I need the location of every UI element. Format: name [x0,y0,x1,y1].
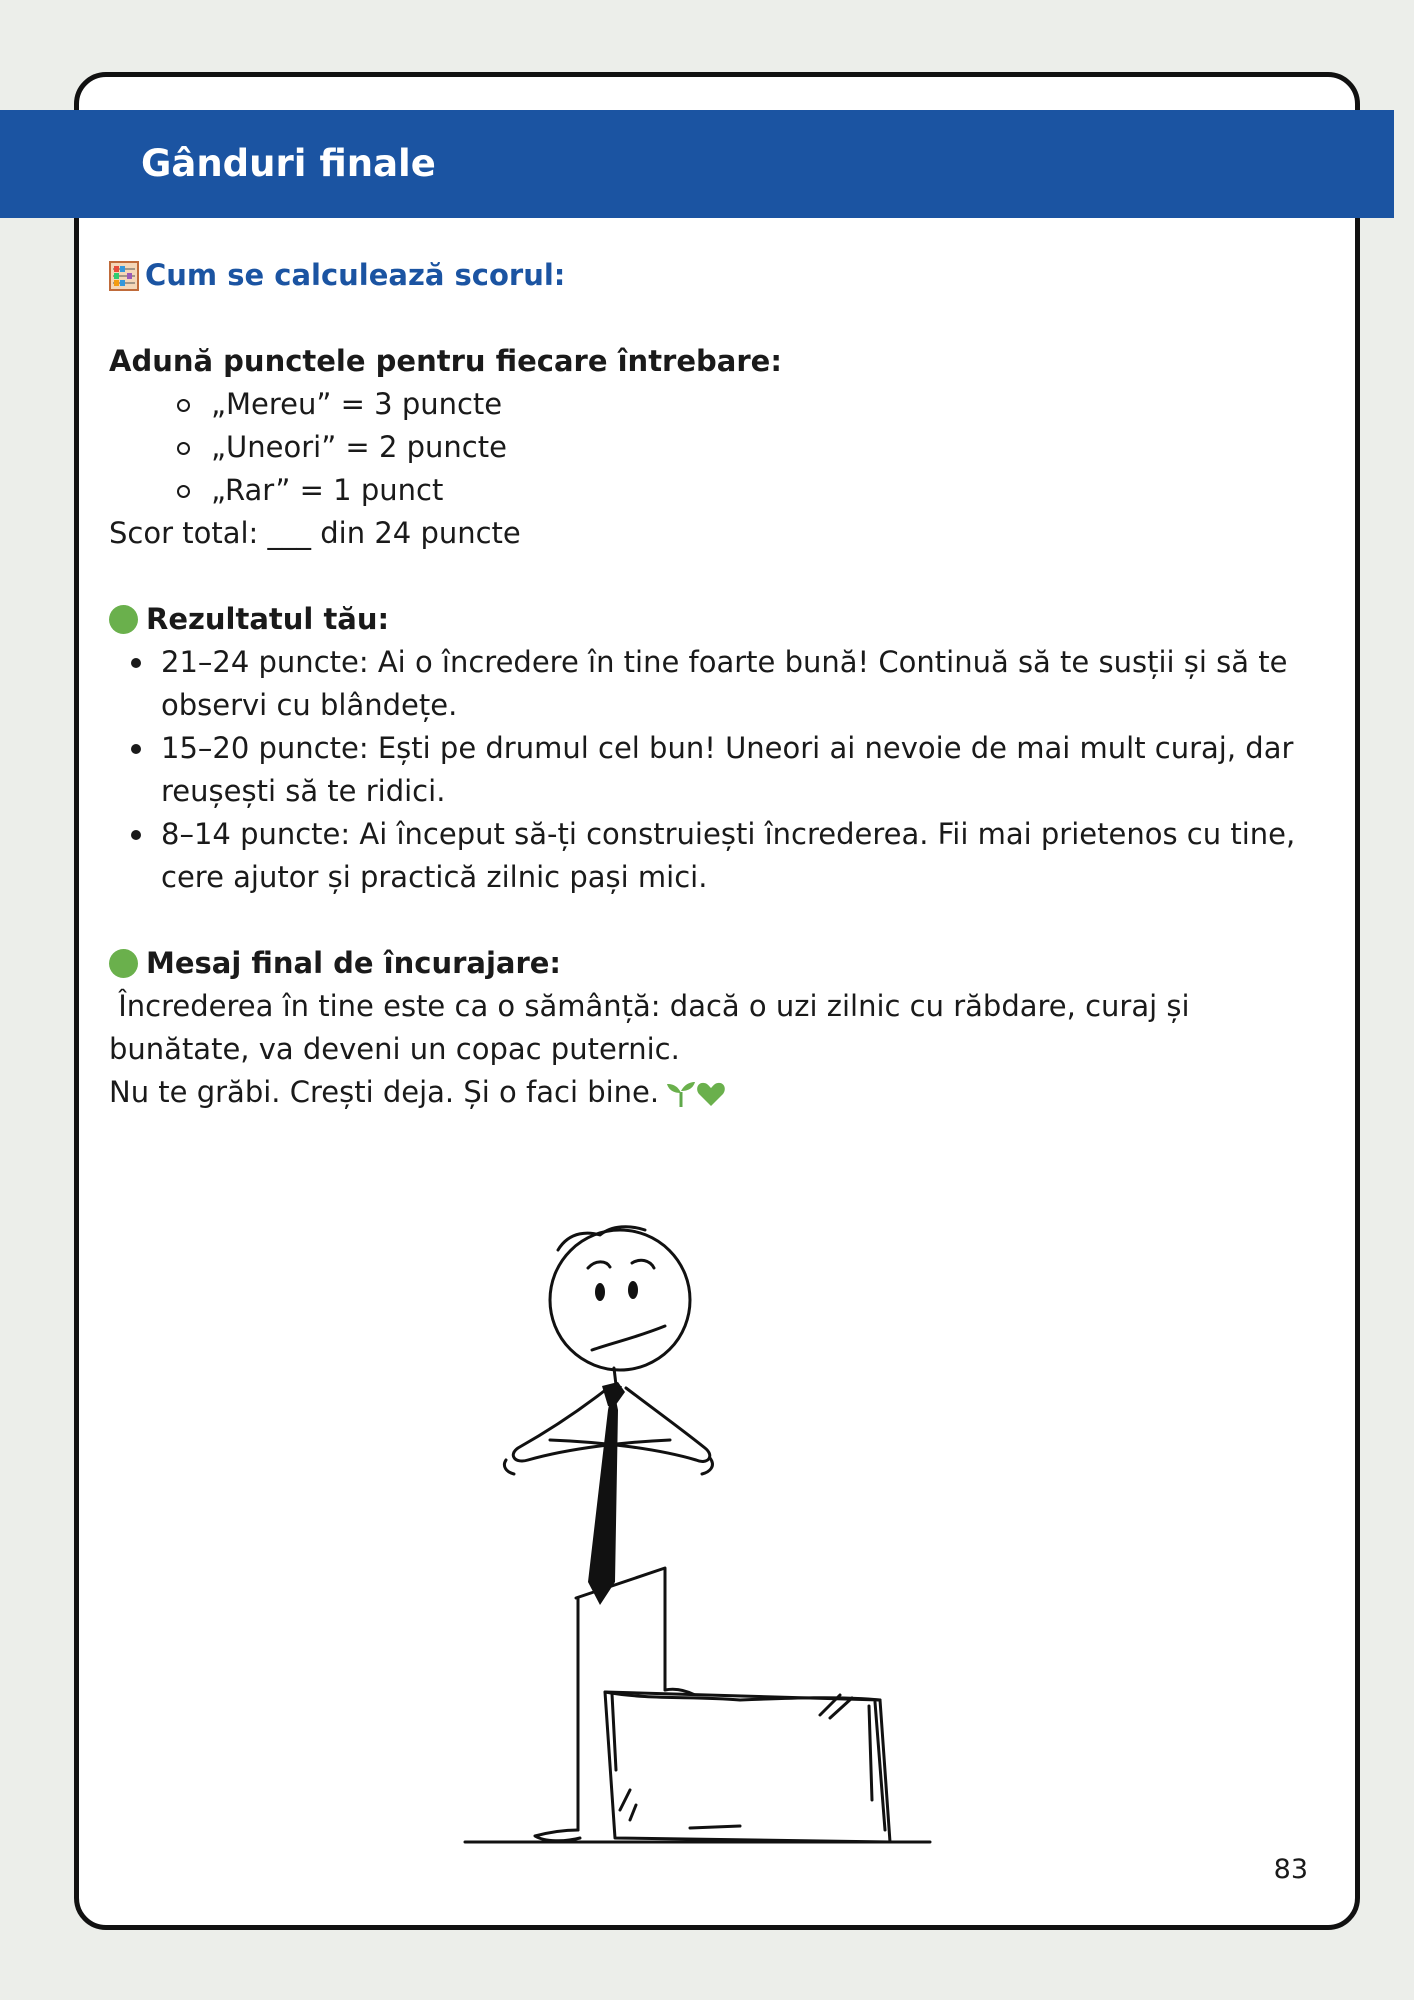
list-item: 8–14 puncte: Ai început să-ți construiești încrederea. Fii mai prietenos cu tine, cere ajutor și practică zilnic pași mici. [131,813,1309,899]
final-heading-text: Mesaj final de încurajare: [146,946,562,980]
green-circle-icon [109,949,138,978]
list-item: „Rar” = 1 punct [177,469,1309,512]
score-instruction: Adună punctele pentru fiecare întrebare: [109,344,782,378]
score-total: Scor total: ___ din 24 puncte [109,516,521,550]
list-item: 15–20 puncte: Ești pe drumul cel bun! Uneori ai nevoie de mai mult curaj, dar reușești să te ridici. [131,727,1309,813]
list-item: „Uneori” = 2 puncte [177,426,1309,469]
final-closing-line [109,1071,1309,1114]
page-content [109,254,1309,1114]
score-list [109,383,1309,512]
page-title: Gânduri finale [141,142,436,185]
abacus-icon [109,261,139,291]
sprout-heart-icon [665,1078,727,1108]
score-heading-text: Cum se calculează scorul: [145,258,566,292]
score-heading [109,254,1309,297]
final-heading [109,942,1309,985]
result-list [109,641,1309,899]
result-heading [109,598,1309,641]
stick-figure-on-box-illustration [440,1210,960,1850]
green-circle-icon [109,605,138,634]
list-item: „Mereu” = 3 puncte [177,383,1309,426]
final-closing: Nu te grăbi. Crești deja. Și o faci bine. [109,1075,660,1109]
header-banner [0,110,1394,218]
list-item: 21–24 puncte: Ai o încredere în tine foarte bună! Continuă să te susții și să te observi cu blândețe. [131,641,1309,727]
page-number: 83 [1273,1854,1308,1885]
result-heading-text: Rezultatul tău: [146,602,390,636]
final-paragraph: Încrederea în tine este ca o sămânță: dacă o uzi zilnic cu răbdare, curaj și bunătate, va deveni un copac puternic. [109,989,1199,1066]
